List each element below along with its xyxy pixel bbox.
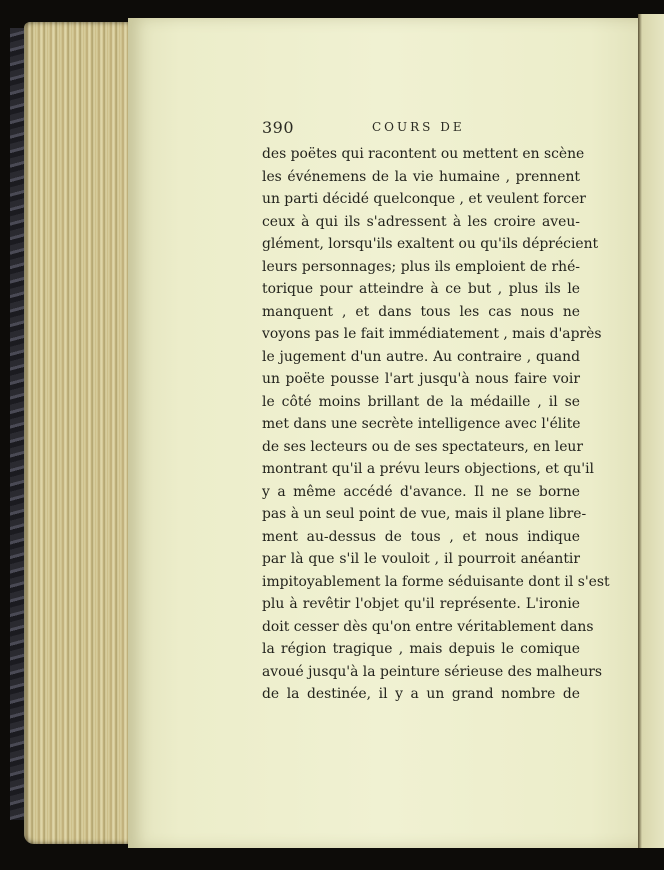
- text-line: le jugement d'un autre. Au contraire , quand: [262, 348, 580, 365]
- text-line: plu à revêtir l'objet qu'il représente. L'ironie: [262, 596, 580, 612]
- text-line: de la destinée, il y a un grand nombre de: [262, 686, 580, 702]
- text-line: ment au-dessus de tous , et nous indique: [262, 528, 580, 545]
- text-line: impitoyablement la forme séduisante dont il s'est: [262, 573, 610, 590]
- text-line: leurs personnages; plus ils emploient de rhé-: [262, 258, 580, 275]
- text-line: la région tragique , mais depuis le comique: [262, 641, 580, 657]
- text-line: doit cesser dès qu'on entre véritablement dans: [262, 618, 594, 635]
- text-line: par là que s'il le vouloit , il pourroit anéantir: [262, 551, 580, 567]
- text-line: glément, lorsqu'ils exaltent ou qu'ils déprécient: [262, 236, 599, 252]
- text-line: avoué jusqu'à la peinture sérieuse des malheurs: [262, 663, 603, 680]
- text-line: y a même accédé d'avance. Il ne se borne: [262, 483, 580, 500]
- text-line: le côté moins brillant de la médaille , il se: [262, 393, 580, 410]
- text-line: met dans une secrète intelligence avec l'élite: [262, 416, 581, 432]
- running-head: COURS DE: [372, 120, 465, 134]
- text-line: ceux à qui ils s'adressent à les croire aveu-: [262, 213, 580, 230]
- text-line: de ses lecteurs ou de ses spectateurs, en leur: [262, 438, 584, 455]
- page-header: [262, 118, 582, 142]
- page-edges: [24, 22, 142, 844]
- text-line: manquent , et dans tous les cas nous ne: [262, 303, 580, 320]
- text-line: voyons pas le fait immédiatement , mais d'après: [262, 326, 602, 342]
- facing-page-edge: [638, 14, 664, 848]
- text-line: montrant qu'il a prévu leurs objections, et qu'il: [262, 461, 594, 477]
- text-line: torique pour atteindre à ce but , plus ils le: [262, 281, 580, 297]
- text-line: un parti décidé quelconque , et veulent forcer: [262, 191, 586, 207]
- text-line: les événemens de la vie humaine , prennent: [262, 168, 580, 185]
- body-text: [262, 143, 610, 706]
- text-line: un poëte pousse l'art jusqu'à nous faire voir: [262, 371, 580, 387]
- text-line: des poëtes qui racontent ou mettent en scène: [262, 146, 585, 162]
- text-line: pas à un seul point de vue, mais il plane libre-: [262, 506, 587, 522]
- page-number: 390: [262, 118, 295, 137]
